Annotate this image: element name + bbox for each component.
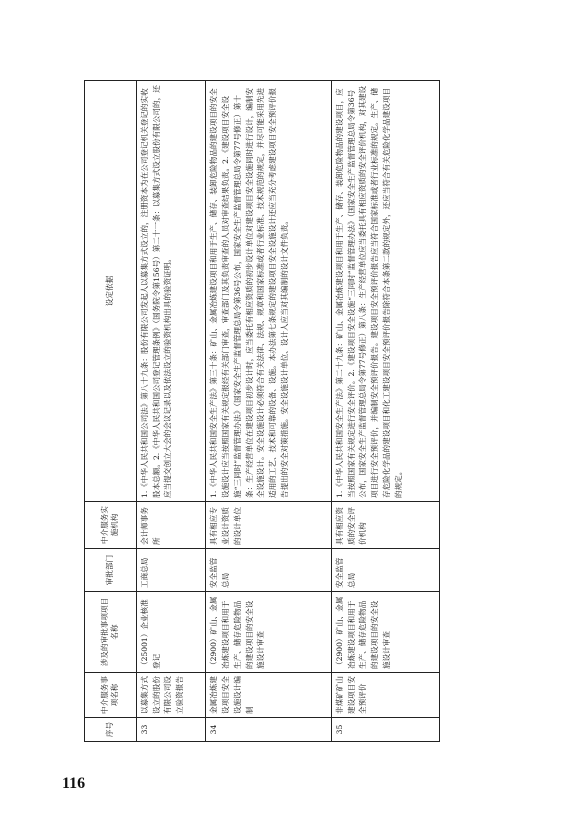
header-org: 中介服务实施机构 [85, 502, 137, 549]
approval-services-table [84, 80, 440, 742]
row-org: 具有相应资质的安全评价机构 [331, 502, 439, 549]
row-basis: 1.《中华人民共和国安全生产法》第三十条：矿山、金属冶炼建设项目和用于生产、储存、装卸危险物品的建设项目的安全设施设计应当按照国家有关规定报经有关部门审查，审查部门及其负责审查的人员对审查结果负责。2.《建设项目安全设施“三同时”监督管理办法》（国家安全生产监督管理总局令第36号公布，国家安全生产监督管理总局令第77号修正）第十条：生产经营单位在建设项目初步设计时，应当委托有相应资质的初步设计单位对建设项目安全设施同时进行设计，编制安全设施设计。安全设施设计必须符合有关法律、法规、规章和国家标准或者行业标准、技术规范的规定，并尽可能采用先进适用的工艺、技术和可靠的设备、设施。本办法第七条规定的建设项目安全设施设计还应当充分考虑建设项目安全预评价报告提出的安全对策措施。安全设施设计单位、设计人应当对其编制的设计文件负责。 [206, 81, 332, 502]
row-no: 33 [136, 718, 205, 742]
row-service: 以募集方式设立的股份有限公司设立验资报告 [136, 673, 205, 718]
row-approval-item: （2900）矿山、金属冶炼建设项目和用于生产、储存危险物品的建设项目的安全设施设计审查 [206, 592, 332, 673]
header-service: 中介服务事项名称 [85, 673, 137, 718]
row-no: 35 [331, 718, 439, 742]
row-department: 安全监管总局 [331, 549, 439, 592]
row-service: 金属冶炼建设项目安全设施设计编制 [206, 673, 332, 718]
header-approval-item: 涉及的审批事项项目名称 [85, 592, 137, 673]
row-org: 会计师事务所 [136, 502, 205, 549]
table-header-row [85, 81, 137, 742]
table-row [331, 81, 439, 742]
row-org: 具有相应专业设计资质的设计单位 [206, 502, 332, 549]
row-department: 工商总局 [136, 549, 205, 592]
row-basis: 1.《中华人民共和国公司法》第八十九条：股份有限公司发起人以募集方式设立的，注册资本为在公司登记机关登记的实收股本总额。2.《中华人民共和国公司登记管理条例》（国务院令第156号）第二十一条：以募集方式设立股份有限公司的，还应当提交创立大会的会议记录以及依法设立的验资机构出具的验资证明。 [136, 81, 205, 502]
table-row [136, 81, 205, 742]
header-no: 序号 [85, 718, 137, 742]
row-approval-item: （25001）企业核准登记 [136, 592, 205, 673]
rotated-table-wrapper [84, 80, 440, 742]
header-department: 审批部门 [85, 549, 137, 592]
header-basis: 设定依据 [85, 81, 137, 502]
table-row [206, 81, 332, 742]
row-basis: 1.《中华人民共和国安全生产法》第二十九条：矿山、金属冶炼建设项目和用于生产、储存、装卸危险物品的建设项目，应当按照国家有关规定进行安全评价。2.《建设项目安全设施“三同时”监督管理办法》（国家安全生产监督管理总局令第36号公布，国家安全生产监督管理总局令第77号修正）第八条：生产经营单位应当委托具有相应资质的安全评价机构，对其建设项目进行安全预评价，并编制安全预评价报告。建设项目安全预评价报告应当符合国家标准或者行业标准的规定。生产、储存危险化学品的建设项目和化工建设项目安全预评价报告除符合本条第二款的规定外，还应当符合有关危险化学品建设项目的规定。 [331, 81, 439, 502]
row-department: 安全监管总局 [206, 549, 332, 592]
row-approval-item: （2900）矿山、金属冶炼建设项目和用于生产、储存危险物品的建设项目的安全设施设计审查 [331, 592, 439, 673]
page-number: 116 [62, 775, 86, 792]
row-no: 34 [206, 718, 332, 742]
row-service: 非煤矿矿山建设项目安全预评价 [331, 673, 439, 718]
